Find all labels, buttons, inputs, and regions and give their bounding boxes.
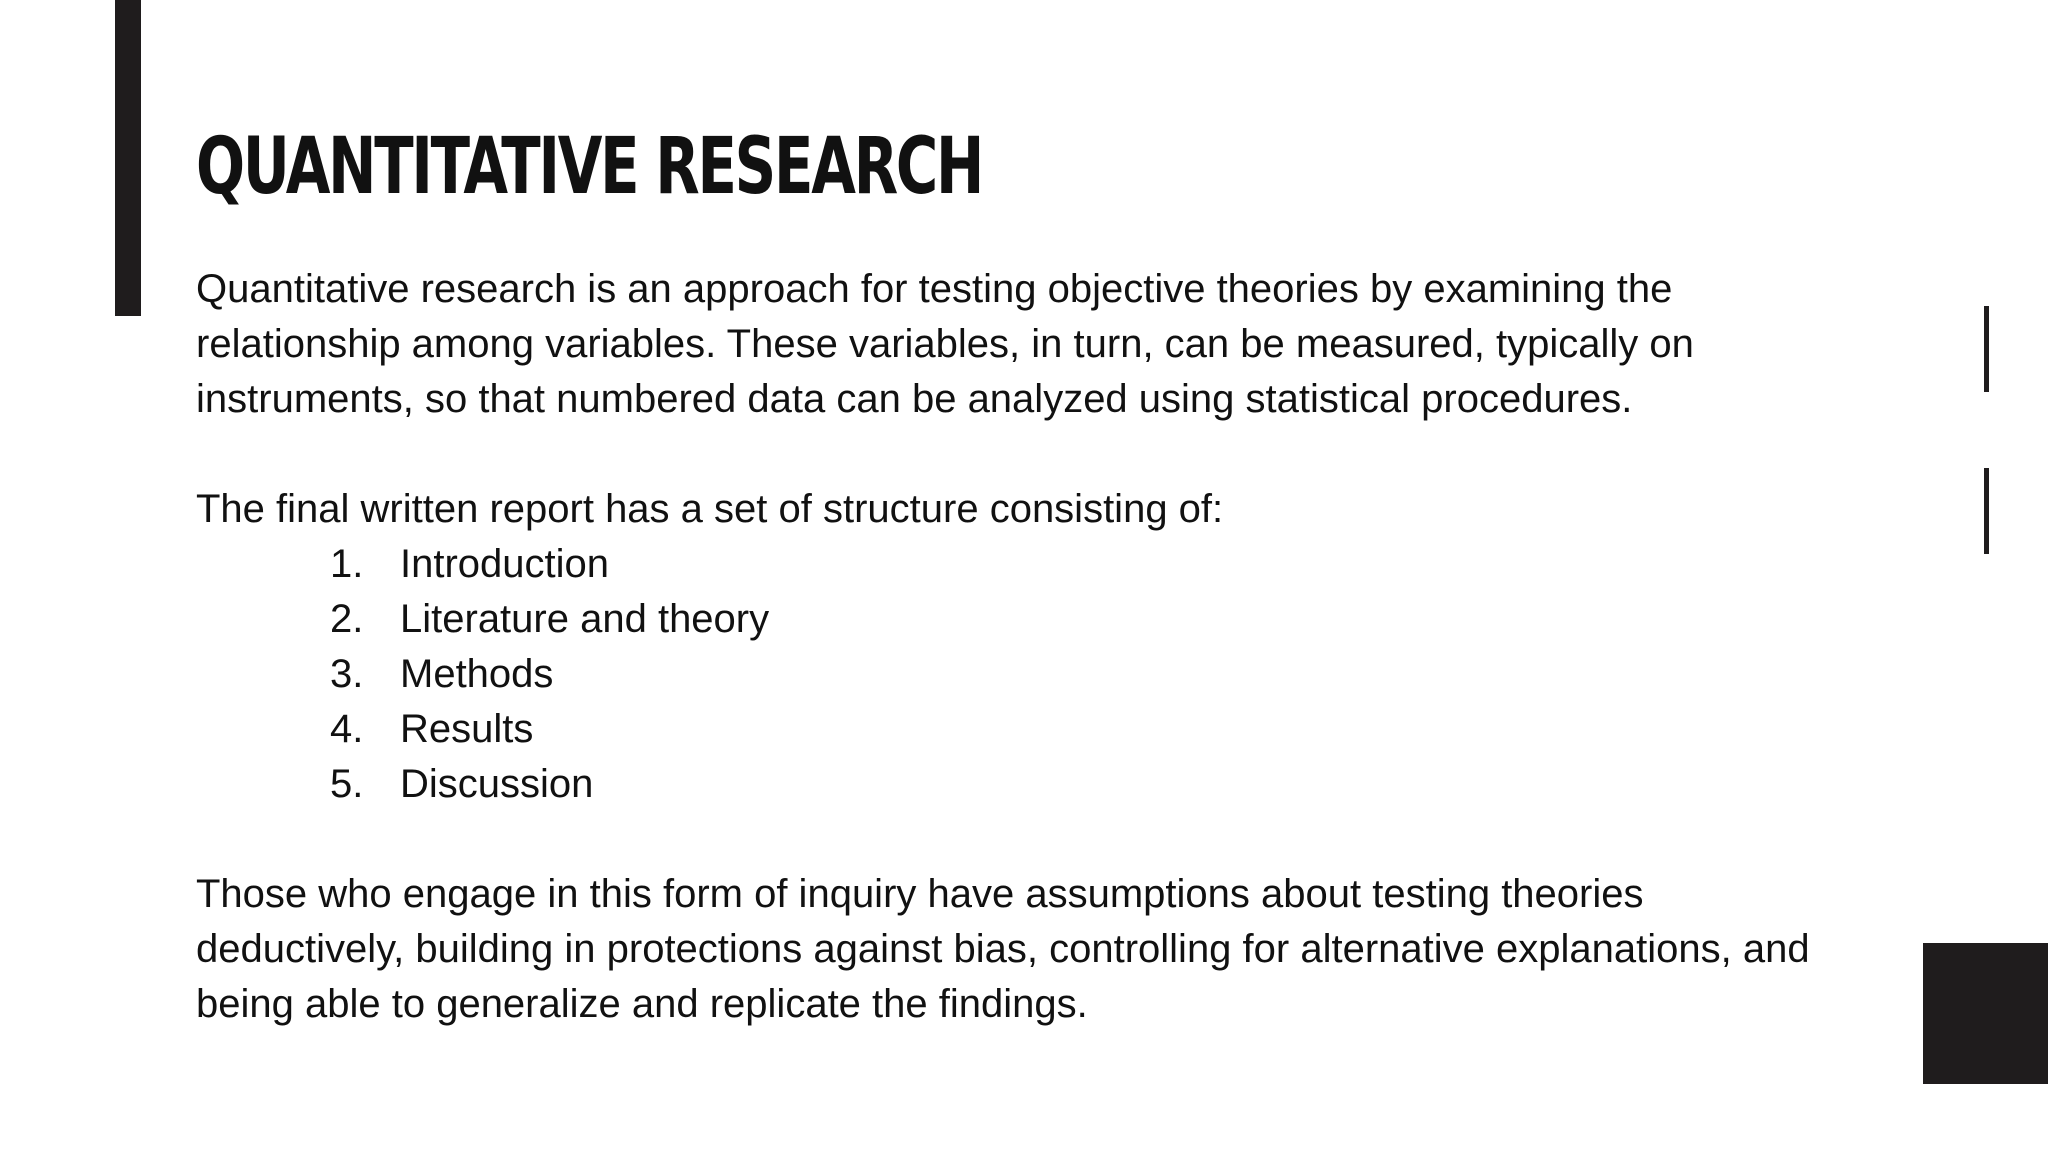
list-item-number: 2. xyxy=(330,597,364,641)
list-item-number: 3. xyxy=(330,652,364,696)
list-item-number: 4. xyxy=(330,707,364,751)
slide-title: QUANTITATIVE RESEARCH xyxy=(196,122,983,212)
list-item-number: 5. xyxy=(330,762,364,806)
closing-paragraph: Those who engage in this form of inquiry have assumptions about testing theories deductively, building in protections against bias, controlling for alternative explanations, and being able to generalize and replicate the findings. xyxy=(196,872,1810,1026)
list-item-label: Results xyxy=(400,707,534,751)
slide-body xyxy=(196,262,1836,1032)
structure-list xyxy=(196,537,1836,812)
right-accent-tick-upper xyxy=(1984,306,1989,392)
list-item-label: Methods xyxy=(400,652,554,696)
left-accent-bar xyxy=(115,0,141,316)
structure-list-item xyxy=(196,702,1836,757)
structure-lead: The final written report has a set of structure consisting of: xyxy=(196,487,1224,531)
list-item-label: Introduction xyxy=(400,542,610,586)
structure-list-item xyxy=(196,757,1836,812)
paragraph-spacer xyxy=(196,427,1836,482)
structure-list-item xyxy=(196,647,1836,702)
structure-list-item xyxy=(196,537,1836,592)
bottom-right-accent-block xyxy=(1923,943,2048,1084)
right-accent-tick-lower xyxy=(1984,468,1989,554)
structure-list-item xyxy=(196,592,1836,647)
intro-paragraph: Quantitative research is an approach for testing objective theories by examining the relationship among variables. These variables, in turn, can be measured, typically on instruments, so that numbered data can be analyzed using statistical procedures. xyxy=(196,267,1694,421)
list-item-number: 1. xyxy=(330,542,364,586)
paragraph-spacer xyxy=(196,812,1836,867)
list-item-label: Literature and theory xyxy=(400,597,770,641)
list-item-label: Discussion xyxy=(400,762,594,806)
